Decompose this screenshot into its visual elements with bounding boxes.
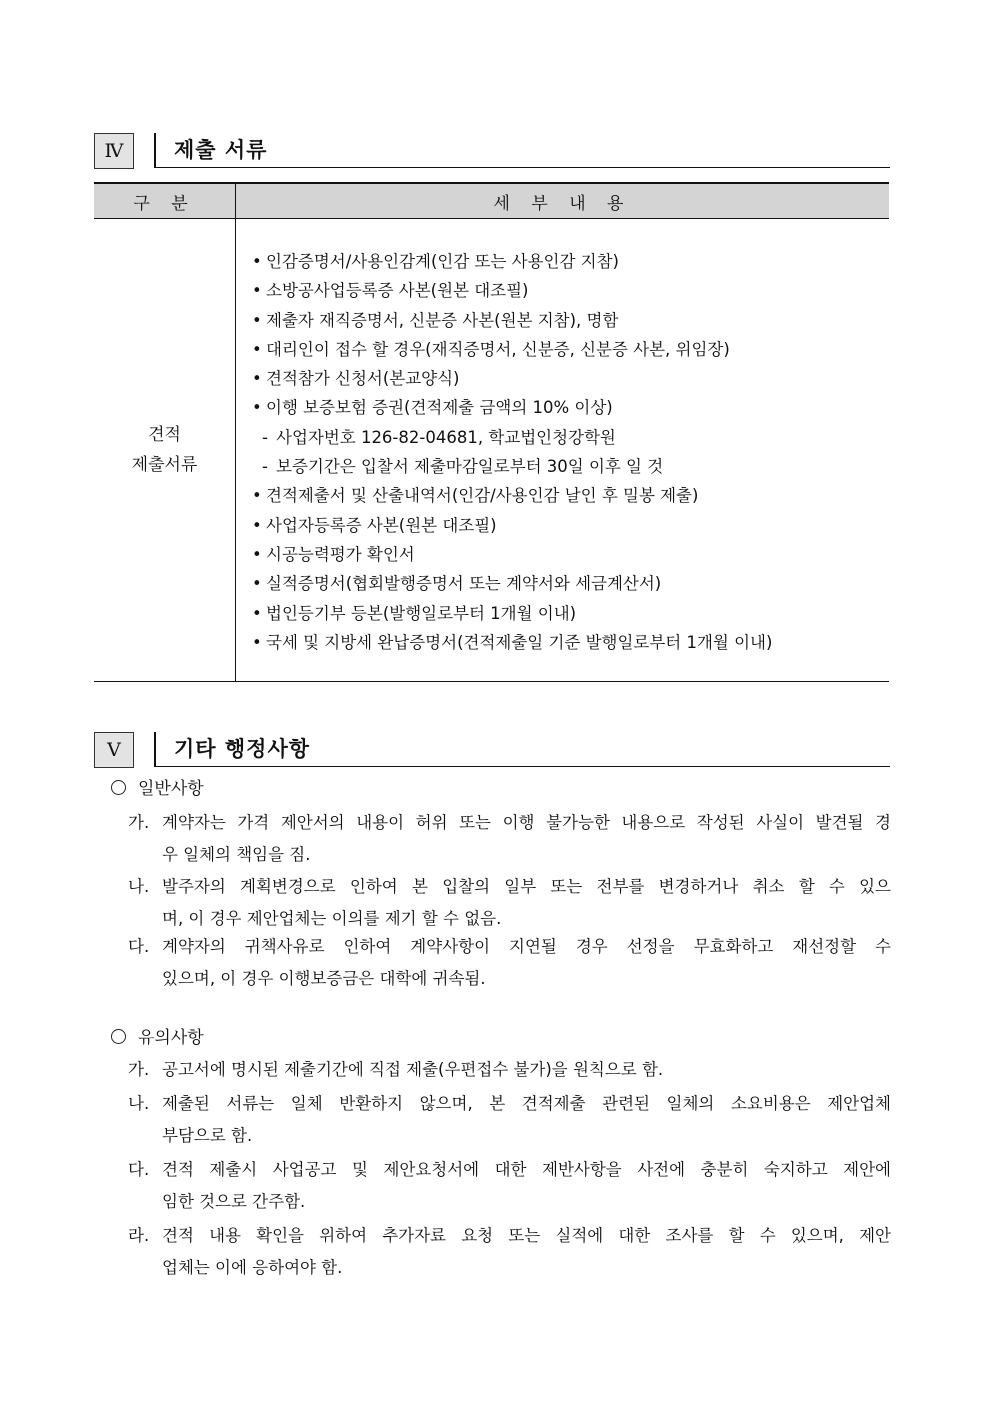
- list-item: [252, 511, 889, 540]
- paragraph-item: [128, 931, 891, 995]
- dash: -: [262, 427, 268, 447]
- list-item: [252, 335, 889, 364]
- list-item: [252, 540, 889, 569]
- details-cell: [236, 219, 890, 682]
- list-item-text: 대리인이 접수 할 경우(재직증명서, 신분증, 신분증 사본, 위임장): [266, 339, 730, 359]
- general-matters-heading: [111, 774, 204, 804]
- submission-documents-table: [94, 182, 889, 682]
- list-item-text: 견적제출서 및 산출내역서(인감/사용인감 날인 후 밀봉 제출): [266, 486, 699, 506]
- bullet: •: [252, 515, 262, 535]
- paragraph-item: [128, 1054, 891, 1086]
- item-marker: 가.: [128, 1060, 150, 1079]
- bullet: •: [252, 310, 262, 330]
- section-5-title: 기타 행정사항: [154, 732, 890, 767]
- paragraph-line-2: 며, 이 경우 제안업체는 이의를 제기 할 수 없음.: [162, 909, 502, 928]
- item-marker: 가.: [128, 813, 150, 832]
- paragraph-item: [128, 1088, 891, 1152]
- list-item-text: 소방공사업등록증 사본(원본 대조필): [266, 281, 529, 301]
- heading-text: 일반사항: [138, 779, 204, 799]
- section-5-number: Ⅴ: [94, 732, 134, 768]
- list-item-text: 사업자등록증 사본(원본 대조필): [266, 515, 497, 535]
- table-row: [94, 219, 889, 682]
- bullet: •: [252, 574, 262, 594]
- section-4-number: Ⅳ: [94, 133, 134, 169]
- item-marker: 나.: [128, 877, 150, 896]
- list-item-text: 견적참가 신청서(본교양식): [266, 369, 460, 389]
- paragraph-line-1: 계약자의 귀책사유로 인하여 계약사항이 지연될 경우 선정을 무효화하고 재선정할 수: [162, 937, 891, 956]
- item-marker: 다.: [128, 1160, 150, 1179]
- item-marker: 다.: [128, 937, 150, 956]
- list-item-text: 이행 보증보험 증권(견적제출 금액의 10% 이상): [266, 398, 613, 418]
- list-item-text: 법인등기부 등본(발행일로부터 1개월 이내): [266, 603, 577, 623]
- document-list: [236, 219, 889, 681]
- list-item: [252, 247, 889, 276]
- section-4-title: 제출 서류: [154, 133, 890, 168]
- heading-text: 유의사항: [138, 1028, 204, 1048]
- list-item-text: 사업자번호 126-82-04681, 학교법인청강학원: [276, 427, 616, 447]
- list-item: [252, 599, 889, 628]
- dash: -: [262, 457, 268, 477]
- list-item: [252, 276, 889, 305]
- list-item-text: 실적증명서(협회발행증명서 또는 계약서와 세금계산서): [266, 574, 662, 594]
- paragraph-item: [128, 807, 891, 871]
- list-item: [252, 364, 889, 393]
- bullet: •: [252, 486, 262, 506]
- list-item-text: 인감증명서/사용인감계(인감 또는 사용인감 지참): [266, 252, 619, 271]
- paragraph-line-2: 있으며, 이 경우 이행보증금은 대학에 귀속됨.: [162, 969, 486, 988]
- list-item: [252, 628, 889, 657]
- paragraph-item: [128, 871, 891, 935]
- item-marker: 나.: [128, 1094, 150, 1113]
- header-details: 세 부 내 용: [236, 183, 890, 219]
- paragraph-line-1: 계약자는 가격 제안서의 내용이 허위 또는 이행 불가능한 내용으로 작성된 사실이 발견될 경: [162, 813, 891, 832]
- bullet: •: [252, 252, 262, 271]
- paragraph-line-2: 우 일체의 책임을 짐.: [162, 845, 311, 864]
- paragraph-line-1: 견적 내용 확인을 위하여 추가자료 요청 또는 실적에 대한 조사를 할 수 있으며, 제안: [162, 1226, 891, 1245]
- paragraph-line-2: 임한 것으로 간주함.: [162, 1192, 306, 1211]
- bullet: •: [252, 632, 262, 652]
- list-item-text: 제출자 재직증명서, 신분증 사본(원본 지참), 명함: [266, 310, 619, 330]
- category-line-1: 견적: [148, 425, 181, 446]
- bullet: •: [252, 603, 262, 623]
- list-subitem: [252, 452, 889, 481]
- list-item: [252, 306, 889, 335]
- paragraph-item: [128, 1154, 891, 1218]
- list-item-text: 시공능력평가 확인서: [266, 544, 415, 564]
- paragraph-line-2: 부담으로 함.: [162, 1126, 253, 1145]
- bullet: •: [252, 544, 262, 564]
- list-item: [252, 569, 889, 598]
- paragraph-line-1: 발주자의 계획변경으로 인하여 본 입찰의 일부 또는 전부를 변경하거나 취소 할 수 있으: [162, 877, 891, 896]
- list-item: [252, 481, 889, 510]
- bullet: •: [252, 339, 262, 359]
- category-cell: [94, 219, 236, 682]
- item-marker: 라.: [128, 1226, 150, 1245]
- paragraph-line-1: 제출된 서류는 일체 반환하지 않으며, 본 견적제출 관련된 일체의 소요비용은 제안업체: [162, 1094, 891, 1113]
- circle-bullet-icon: [111, 1029, 126, 1044]
- list-subitem: [252, 423, 889, 452]
- section-4-header: [94, 133, 890, 169]
- list-item-text: 보증기간은 입찰서 제출마감일로부터 30일 이후 일 것: [276, 457, 664, 477]
- paragraph-line-1: 견적 제출시 사업공고 및 제안요청서에 대한 제반사항을 사전에 충분히 숙지하고 제안에: [162, 1160, 891, 1179]
- bullet: •: [252, 369, 262, 389]
- header-category: 구 분: [94, 183, 236, 219]
- table-header-row: [94, 183, 889, 219]
- paragraph-line-2: 업체는 이에 응하여야 함.: [162, 1258, 343, 1277]
- bullet: •: [252, 398, 262, 418]
- list-item-text: 국세 및 지방세 완납증명서(견적제출일 기준 발행일로부터 1개월 이내): [266, 632, 773, 652]
- category-line-2: 제출서류: [131, 455, 198, 476]
- bullet: •: [252, 281, 262, 301]
- circle-bullet-icon: [111, 780, 126, 795]
- paragraph-item: [128, 1220, 891, 1284]
- section-5-header: [94, 732, 890, 768]
- caution-matters-heading: [111, 1023, 204, 1053]
- list-item: [252, 393, 889, 422]
- paragraph-line-1: 공고서에 명시된 제출기간에 직접 제출(우편접수 불가)을 원칙으로 함.: [162, 1060, 664, 1079]
